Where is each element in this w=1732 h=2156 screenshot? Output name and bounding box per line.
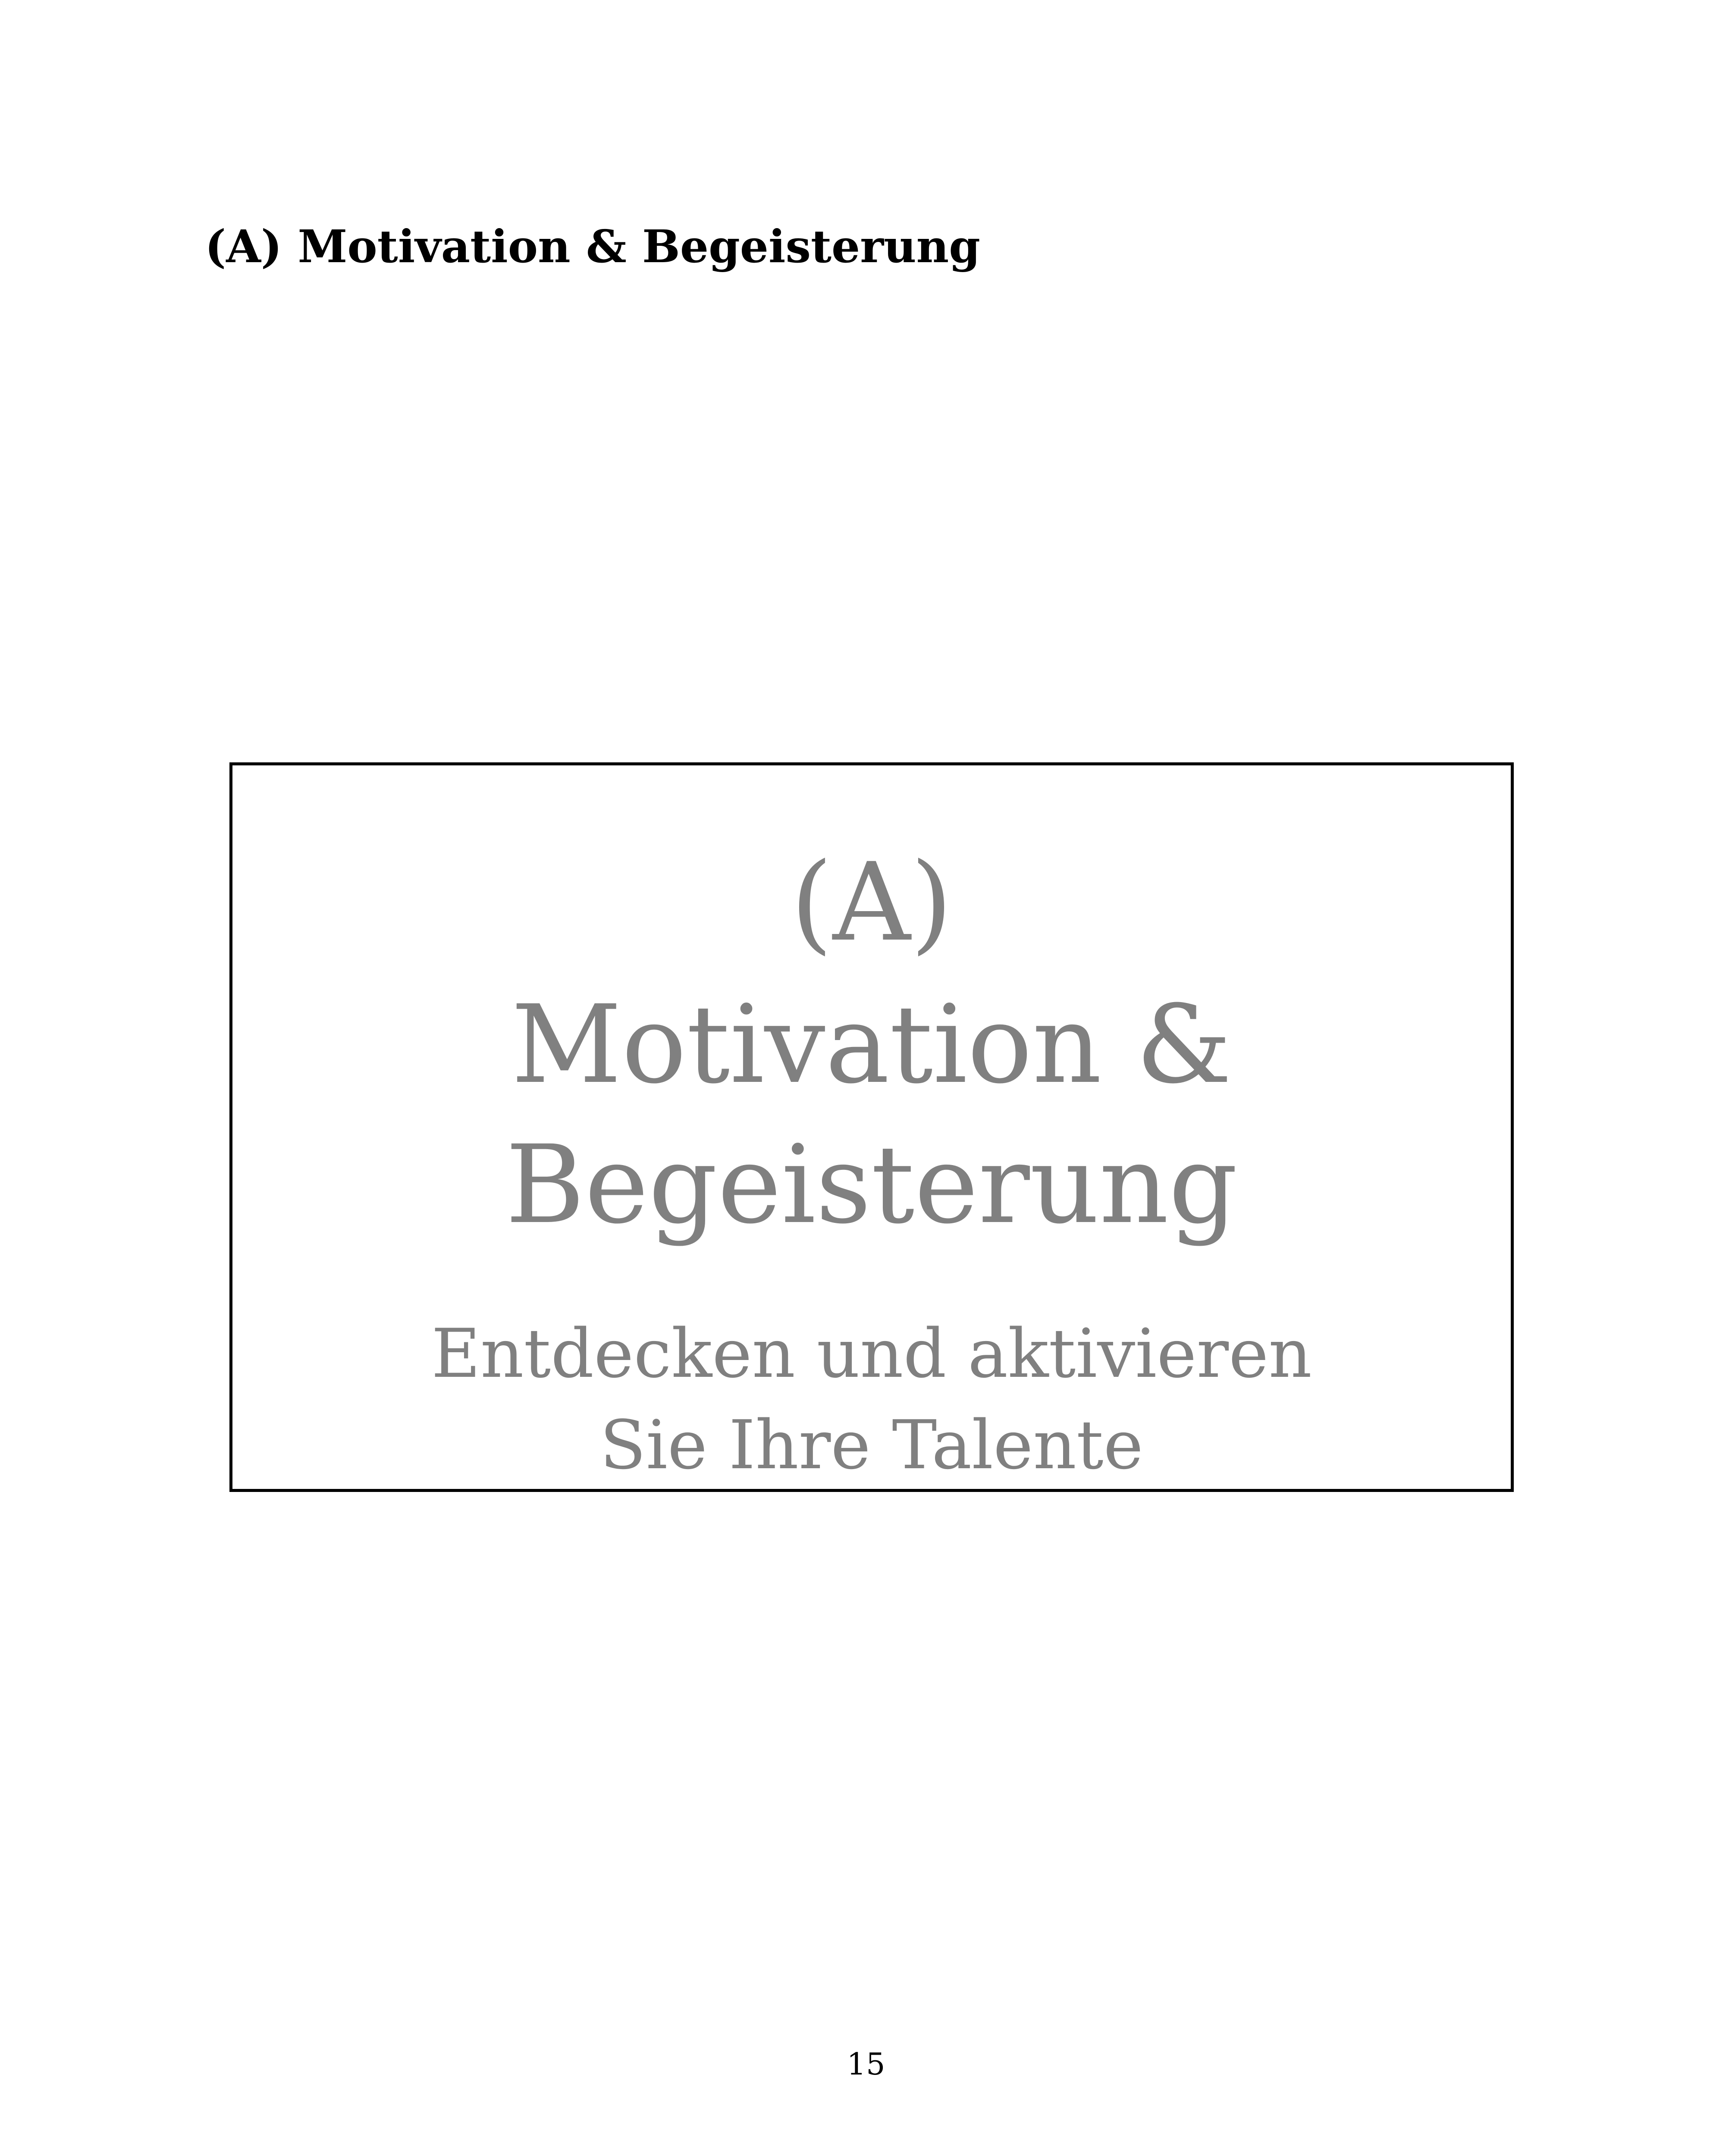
box-title-line: Begeisterung	[505, 1122, 1238, 1247]
box-subtitle-line: Sie Ihre Talente	[600, 1406, 1143, 1484]
section-heading: (A) Motivation & Begeisterung	[205, 220, 980, 273]
page-number: 15	[847, 2046, 885, 2082]
box-label: (A)	[791, 840, 953, 965]
box-subtitle-line: Entdecken und aktivieren	[431, 1314, 1312, 1393]
box-title-line: Motivation &	[511, 982, 1232, 1107]
box-title	[232, 975, 1511, 1255]
box-subtitle	[232, 1308, 1511, 1491]
title-box	[229, 762, 1514, 1492]
